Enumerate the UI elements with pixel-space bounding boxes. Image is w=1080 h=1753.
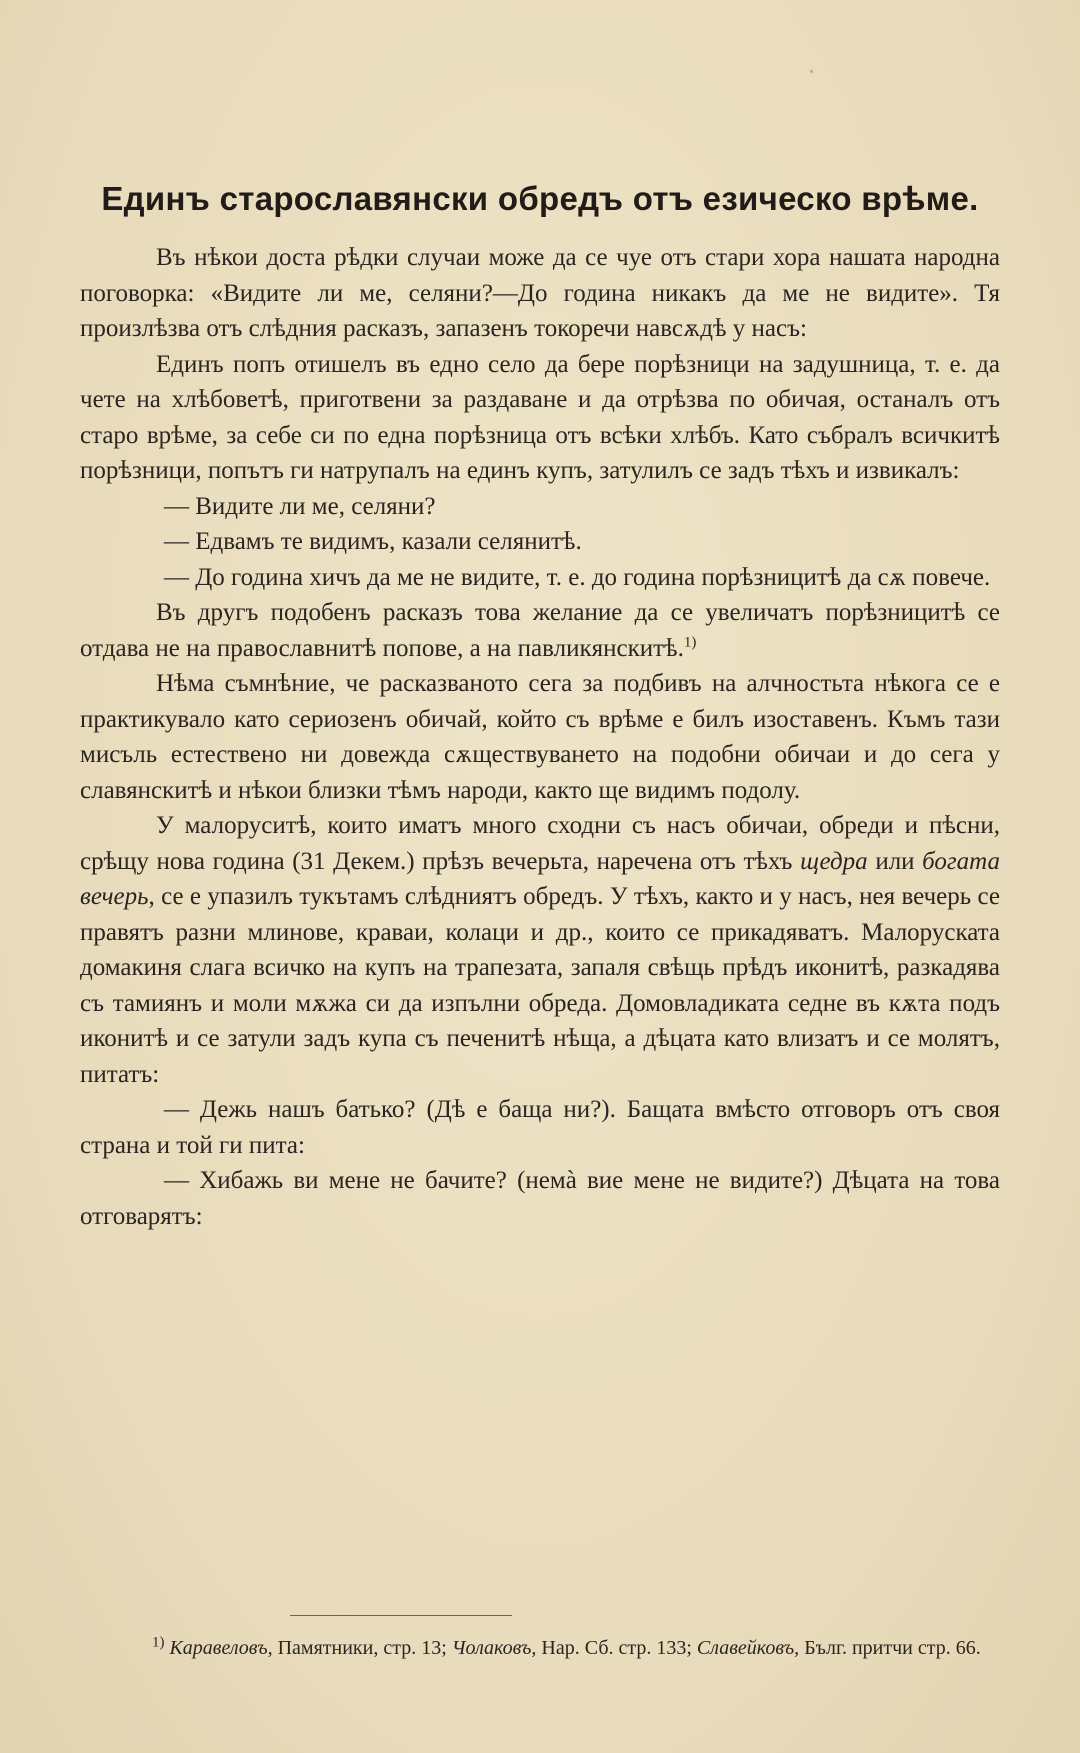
- page-body: [80, 180, 1000, 1234]
- paragraph-variant: [80, 595, 1000, 666]
- footnote: [80, 1634, 1000, 1662]
- footnote-ref-2: Нар. Сб. стр. 133;: [541, 1637, 692, 1659]
- footnote-author-3: Славейковъ,: [696, 1637, 800, 1659]
- footnote-mark: 1): [152, 1634, 165, 1651]
- paragraph-intro: Въ нѣкои доста рѣдки случаи може да се чуе отъ стари хора нашата народна поговорка: «Видите ли ме, селяни?—До година никакъ да ме не видите». Тя произлѣзва отъ слѣдния расказъ, запазенъ токоречи навсѫдѣ у насъ:: [80, 244, 1000, 342]
- footnote-ref-1: Памятники, стр. 13;: [277, 1637, 447, 1659]
- paragraph-analysis: Нѣма съмнѣние, че расказваното сега за подбивъ на алчностьта нѣкога се е практикувало като сериозенъ обичай, който съ врѣме е билъ изоставенъ. Къмъ тази мисъль естествено ни довежда сѫществуването на подобни обичаи и до сега у славянскитѣ и нѣкои близки тѣмъ народи, както ще видимъ подолу.: [80, 670, 1000, 804]
- paragraph-ukrainian-custom: [80, 808, 1000, 1092]
- term-shchedra: щедра: [800, 847, 868, 875]
- term-bogata-vecher: богата вечерь: [80, 847, 1001, 910]
- article-title: Единъ старославянски обредъ отъ езическо врѣме.: [101, 180, 979, 217]
- dialogue-line-5: — Хибажь ви мене не бачите? (немà вие мене не видите?) Дѣцата на това отговарятъ:: [80, 1167, 1000, 1230]
- dialogue-line-4: — Дежь нашъ батько? (Дѣ е баща ни?). Бащата вмѣсто отговоръ отъ своя страна и той ги пита:: [80, 1096, 1000, 1159]
- dialogue-line-2: — Едвамъ те видимъ, казали селянитѣ.: [164, 528, 582, 555]
- footnote-ref-3: Бълг. притчи стр. 66.: [804, 1637, 981, 1659]
- footnote-author-2: Чолаковъ,: [451, 1637, 537, 1659]
- footnote-reference: 1): [683, 634, 697, 651]
- paragraph-ukrainian-text-c: , се е упазилъ тукътамъ слѣдниятъ обредъ. У тѣхъ, както и у насъ, нея вечерь се правятъ разни млинове, краваи, колаци и др., които се прикадяватъ. Малоруската домакиня слага всичко на купъ на трапезата, запаля свѣщь прѣдъ иконитѣ, разкадява съ тамиянъ и моли мѫжа си да изпълни обреда. Домовладиката седне въ кѫта подъ иконитѣ и се затули задъ купа съ печенитѣ нѣща, а дѣцата като влизатъ и се молятъ, питатъ:: [80, 883, 1000, 1088]
- footnote-author-1: Каравеловъ,: [169, 1637, 273, 1659]
- paragraph-ukrainian-text-a: У малоруситѣ, които иматъ много сходни съ насъ обичаи, обреди и пѣсни, срѣщу нова година (31 Декем.) прѣзъ вечерьта, наречена отъ тѣхъ: [80, 812, 1000, 875]
- footnote-divider: [290, 1615, 512, 1616]
- dialogue-line-1: — Видите ли ме, селяни?: [164, 492, 436, 520]
- paragraph-story: Единъ попъ отишелъ въ едно село да бере порѣзници на задушница, т. е. да чете на хлѣбоветѣ, приготвени за раздаване и да отрѣзва по обичая, останалъ отъ старо врѣме, за себе си по една порѣзница отъ всѣки хлѣбъ. Като събралъ всичкитѣ порѣзници, попътъ ги натрупалъ на единъ купъ, затулилъ се задъ тѣхъ и извикалъ:: [80, 350, 1000, 484]
- dialogue-line-3: — До година хичъ да ме не видите, т. е. до година порѣзницитѣ да сѫ повече.: [164, 563, 991, 591]
- paragraph-ukrainian-text-b: или: [875, 847, 915, 875]
- paper-speck: [810, 70, 813, 73]
- paragraph-variant-text: Въ другъ подобенъ расказъ това желание да се увеличатъ порѣзницитѣ се отдава не на православнитѣ попове, а на павликянскитѣ.: [80, 599, 1000, 662]
